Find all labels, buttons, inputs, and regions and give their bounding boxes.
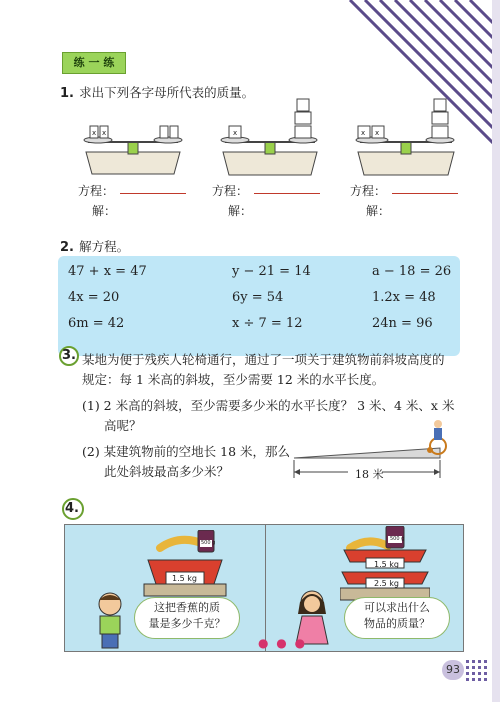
q3-sub1-line1: (1) 2 米高的斜坡，至少需要多少米的水平长度？ 3 米、4 米、x 米 — [82, 398, 455, 413]
left-speech-bubble — [134, 597, 240, 639]
equation: 47 + x = 47 — [68, 264, 147, 279]
equation: 4x = 20 — [68, 290, 120, 305]
equation: 24n = 96 — [372, 316, 433, 331]
solution-label-3: 解： — [366, 204, 391, 218]
right-jar-label: 500 g — [390, 536, 405, 542]
ramp-length-label: 18 米 — [355, 468, 384, 481]
right-bubble-line1: 可以求出什么 — [364, 601, 430, 614]
left-scale-illustration — [140, 530, 230, 602]
svg-text:x: x — [233, 129, 238, 137]
q3-sub2-line1: (2) 某建筑物前的空地长 18 米，那么 — [82, 444, 291, 459]
continuation-dots: ● ● ● — [258, 636, 308, 650]
right-scale-reading-top: 1.5 kg — [374, 560, 399, 569]
answer-line-3[interactable] — [392, 193, 458, 194]
page-number: 93 — [442, 660, 464, 680]
left-bubble-line2: 量是多少千克？ — [148, 617, 226, 630]
equation: a − 18 = 26 — [372, 264, 452, 279]
q2-number: 2. — [60, 240, 74, 255]
equation: 6y = 54 — [232, 290, 284, 305]
balance-scale-1 — [78, 112, 188, 177]
q2-heading — [60, 236, 129, 255]
q3-text-line1: 某地为便于残疾人轮椅通行，通过了一项关于建筑物前斜坡高度的 — [82, 352, 445, 367]
q2-prompt: 解方程。 — [79, 239, 130, 254]
equation: 1.2x = 48 — [372, 290, 436, 305]
page-number-dots-decoration — [466, 660, 492, 684]
section-tag: 练 一 练 — [62, 52, 126, 74]
answer-line-1[interactable] — [120, 193, 186, 194]
right-bubble-line2: 物品的质量？ — [364, 617, 430, 630]
balance-scale-3 — [350, 95, 462, 177]
right-edge-bar — [492, 0, 500, 702]
q3-sub1-line2: 高呢？ — [104, 418, 142, 433]
equation: y − 21 = 14 — [232, 264, 311, 279]
equation-label-1: 方程： — [78, 184, 115, 198]
equation-label-3: 方程： — [350, 184, 387, 198]
left-jar-label: 500 g — [201, 540, 216, 546]
solution-label-2: 解： — [228, 204, 253, 218]
left-scale-reading: 1.5 kg — [172, 574, 197, 583]
equation: x ÷ 7 = 12 — [232, 316, 303, 331]
solution-label-1: 解： — [92, 204, 117, 218]
answer-line-2[interactable] — [254, 193, 320, 194]
boy-figure — [90, 590, 130, 650]
equation: 6m = 42 — [68, 316, 125, 331]
equation-label-2: 方程： — [212, 184, 249, 198]
right-scale-reading-bottom: 2.5 kg — [374, 579, 399, 588]
right-speech-bubble — [344, 597, 450, 639]
svg-text:x: x — [361, 129, 366, 137]
q4-number: 4. — [65, 501, 79, 516]
q3-sub2-line2: 此处斜坡最高多少米？ — [104, 464, 230, 479]
q1-number: 1. — [60, 86, 74, 101]
q3-number: 3. — [62, 348, 76, 363]
svg-text:x: x — [102, 129, 107, 137]
cartoon-divider — [265, 524, 266, 651]
q3-text-line2: 规定：每 1 米高的斜坡，至少需要 12 米的水平长度。 — [82, 372, 385, 387]
balance-scale-2 — [215, 95, 325, 177]
svg-text:x: x — [375, 129, 380, 137]
svg-text:x: x — [92, 129, 97, 137]
q1-prompt: 求出下列各字母所代表的质量。 — [79, 85, 255, 100]
left-bubble-line1: 这把香蕉的质 — [154, 601, 220, 614]
